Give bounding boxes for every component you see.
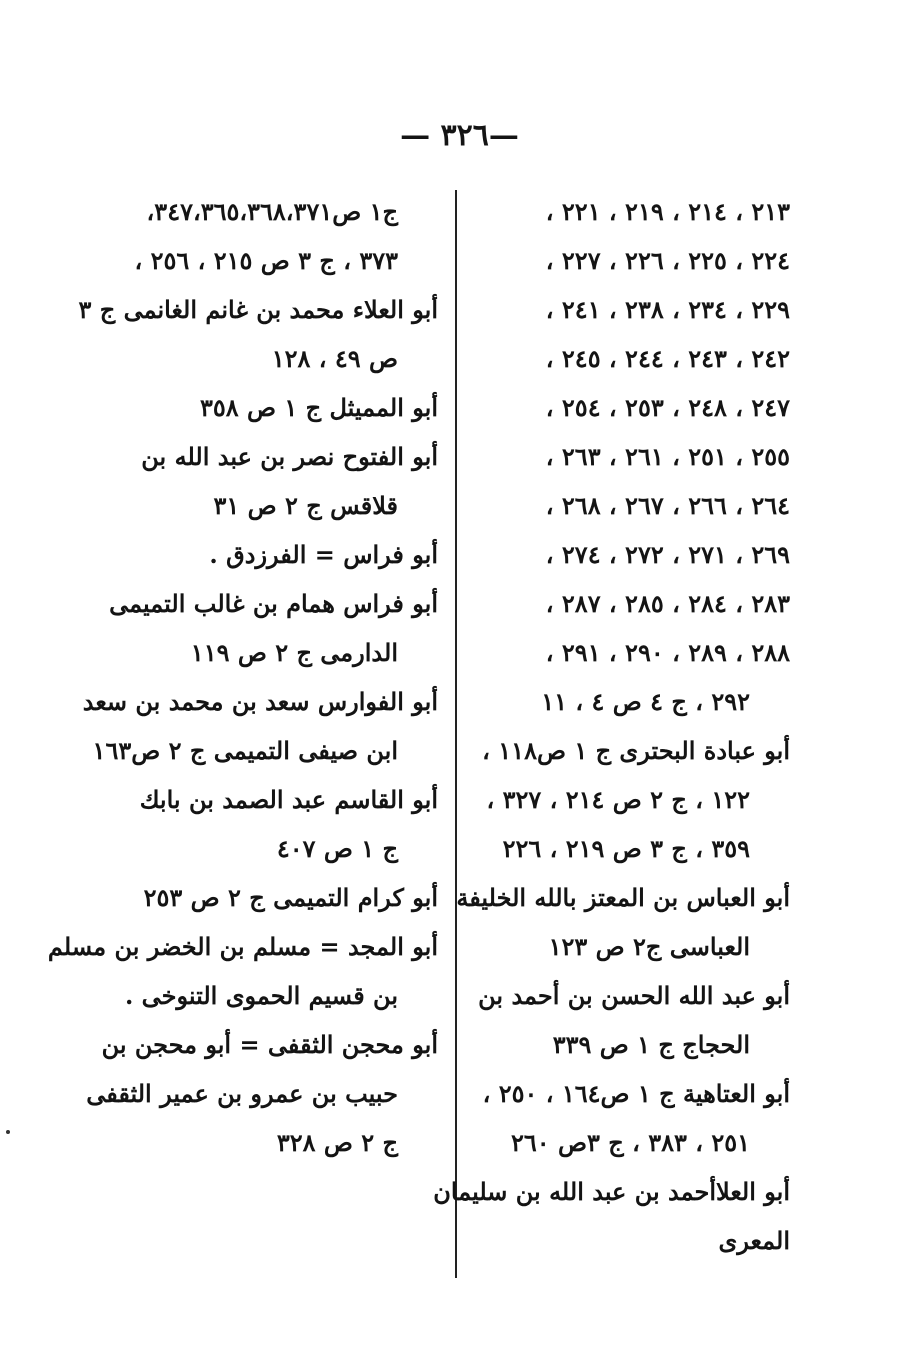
index-line: حبيب بن عمرو بن عمير الثقفى [86,1079,398,1108]
scan-speck [6,1130,10,1134]
index-line: ٢١٣ ، ٢١٤ ، ٢١٩ ، ٢٢١ ، [545,197,790,226]
index-entry: أبو عبادة البحترى ج ١ ص١١٨ ، [482,736,790,765]
index-entry: أبو العتاهية ج ١ ص١٦٤ ، ٢٥٠ ، [482,1079,790,1108]
index-line: ابن صيفى التميمى ج ٢ ص١٦٣ [92,736,398,765]
index-line: المعرى [718,1226,790,1255]
right-column [433,187,790,1265]
index-line: ٢٢٩ ، ٢٣٤ ، ٢٣٨ ، ٢٤١ ، [545,295,790,324]
index-line: الحجاج ج ١ ص ٣٣٩ [552,1030,750,1059]
index-line: ٢٥١ ، ٣٨٣ ، ج ٣ص ٢٦٠ [510,1128,750,1157]
index-line: ٣٧٣ ، ج ٣ ص ٢١٥ ، ٢٥٦ ، [134,246,398,275]
index-line: ٢٩٢ ، ج ٤ ص ٤ ، ١١ [541,687,750,716]
index-line: ٢٥٥ ، ٢٥١ ، ٢٦١ ، ٢٦٣ ، [545,442,790,471]
index-line: ٣٥٩ ، ج ٣ ص ٢١٩ ، ٢٢٦ [502,834,750,863]
column-divider [455,190,457,1278]
index-line: ١٢٢ ، ج ٢ ص ٢١٤ ، ٣٢٧ ، [486,785,750,814]
index-entry: أبو فراس = الفرزدق . [209,540,438,569]
page-number: —٣٢٦ — [400,118,519,153]
index-entry: أبو المجد = مسلم بن الخضر بن مسلم [47,932,438,961]
index-line: بن قسيم الحموى التنوخى . [124,981,398,1010]
index-line: ٢٤٢ ، ٢٤٣ ، ٢٤٤ ، ٢٤٥ ، [545,344,790,373]
index-line: العباسى ج٢ ص ١٢٣ [548,932,750,961]
index-line: ٢٨٣ ، ٢٨٤ ، ٢٨٥ ، ٢٨٧ ، [545,589,790,618]
index-entry: أبو المميثل ج ١ ص ٣٥٨ [200,393,438,422]
index-entry: أبو فراس همام بن غالب التميمى [109,589,438,618]
index-entry: أبو كرام التميمى ج ٢ ص ٢٥٣ [143,883,438,912]
index-entry: أبو عبد الله الحسن بن أحمد بن [478,981,790,1010]
index-entry: أبو العباس بن المعتز بالله الخليفة [456,883,790,912]
index-entry: أبو العلاأحمد بن عبد الله بن سليمان [433,1177,790,1206]
index-entry: أبو القاسم عبد الصمد بن بابك [139,785,438,814]
index-line: ٢٦٩ ، ٢٧١ ، ٢٧٢ ، ٢٧٤ ، [545,540,790,569]
index-line: ج١ ص٣٤٧،٣٦٥،٣٦٨،٣٧١، [146,197,398,226]
index-line: ج ٢ ص ٣٢٨ [276,1128,398,1157]
index-line: ٢٤٧ ، ٢٤٨ ، ٢٥٣ ، ٢٥٤ ، [545,393,790,422]
index-line: ص ٤٩ ، ١٢٨ [271,344,398,373]
index-line: ٢٢٤ ، ٢٢٥ ، ٢٢٦ ، ٢٢٧ ، [545,246,790,275]
index-line: ج ١ ص ٤٠٧ [276,834,398,863]
index-line: قلاقس ج ٢ ص ٣١ [213,491,398,520]
index-entry: أبو محجن الثقفى = أبو محجن بن [101,1030,438,1059]
index-entry: أبو الفتوح نصر بن عبد الله بن [141,442,438,471]
index-line: ٢٦٤ ، ٢٦٦ ، ٢٦٧ ، ٢٦٨ ، [545,491,790,520]
index-entry: أبو العلاء محمد بن غانم الغانمى ج ٣ [78,295,438,324]
left-column [47,187,438,1167]
index-entry: أبو الفوارس سعد بن محمد بن سعد [82,687,438,716]
index-line: الدارمى ج ٢ ص ١١٩ [190,638,398,667]
index-line: ٢٨٨ ، ٢٨٩ ، ٢٩٠ ، ٢٩١ ، [545,638,790,667]
